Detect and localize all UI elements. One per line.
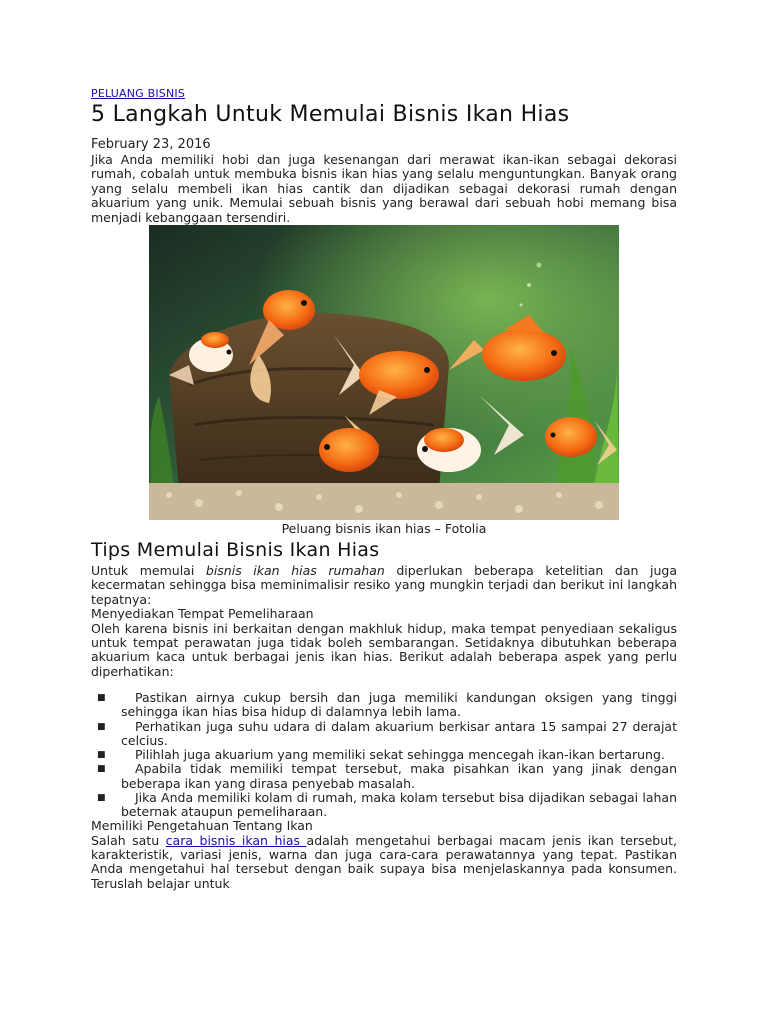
category-link[interactable]: PELUANG BISNIS bbox=[91, 87, 186, 100]
step1-heading: Menyediakan Tempat Pemeliharaan bbox=[91, 606, 314, 622]
list-item: ■ Pastikan airnya cukup bersih dan juga memiliki kandungan oksigen yang tinggi sehingga ikan hias bisa hidup di dalamnya lebih lama. bbox=[97, 690, 677, 720]
bullet-icon: ■ bbox=[97, 764, 106, 775]
bullet-icon: ■ bbox=[97, 750, 106, 761]
bullet-icon: ■ bbox=[97, 693, 106, 704]
list-item: ■ Jika Anda memiliki kolam di rumah, maka kolam tersebut bisa dijadikan sebagai lahan beternak ataupun pemeliharaan. bbox=[97, 789, 677, 819]
list-item: ■ Perhatikan juga suhu udara di dalam akuarium berkisar antara 15 sampai 27 derajat celcius. bbox=[97, 718, 677, 748]
article bbox=[91, 82, 677, 891]
image-caption: Peluang bisnis ikan hias – Fotolia bbox=[281, 521, 487, 537]
goldfish-aquarium-image bbox=[149, 225, 619, 520]
step2-heading: Memiliki Pengetahuan Tentang Ikan bbox=[91, 818, 313, 834]
article-title: 5 Langkah Untuk Memulai Bisnis Ikan Hias bbox=[91, 102, 570, 127]
publish-date: February 23, 2016 bbox=[91, 137, 211, 152]
tips-list bbox=[91, 691, 677, 819]
bullet-icon: ■ bbox=[97, 721, 106, 732]
aquarium-illustration bbox=[149, 225, 619, 520]
section-title: Tips Memulai Bisnis Ikan Hias bbox=[91, 539, 380, 562]
tips-intro: Untuk memulai bisnis ikan hias rumahan diperlukan beberapa ketelitian dan juga kecermatan sehingga bisa meminimalisir resiko yang mungkin terjadi dan berikut ini langkah tepatnya: bbox=[91, 563, 677, 607]
bullet-icon: ■ bbox=[97, 792, 106, 803]
step2-paragraph: Salah satu cara bisnis ikan hias adalah mengetahui berbagai macam jenis ikan tersebut, karakteristik, variasi jenis, warna dan juga cara-cara perawatannya yang tepat. Pastikan Anda mengetahui hal tersebut dengan baik supaya bisa menjelaskannya pada konsumen. Teruslah belajar untuk bbox=[91, 832, 677, 891]
list-item: ■ Apabila tidak memiliki tempat tersebut, maka pisahkan ikan yang jinak dengan beberapa ikan yang dirasa penyebab masalah. bbox=[97, 761, 677, 791]
step1-paragraph: Oleh karena bisnis ini berkaitan dengan makhluk hidup, maka tempat penyediaan sekaligus untuk tempat perawatan juga tidak boleh sembarangan. Setidaknya dibutuhkan beberapa akuarium kaca untuk berbagai jenis ikan hias. Berikut adalah beberapa aspek yang perlu diperhatikan: bbox=[91, 620, 677, 679]
list-item: ■ Pilihlah juga akuarium yang memiliki sekat sehingga mencegah ikan-ikan bertarung. bbox=[97, 747, 665, 763]
cara-bisnis-link[interactable]: cara bisnis ikan hias bbox=[165, 832, 307, 848]
intro-paragraph: Jika Anda memiliki hobi dan juga kesenangan dari merawat ikan-ikan sebagai dekorasi rumah, cobalah untuk membuka bisnis ikan hias yang selalu menguntungkan. Banyak orang yang selalu membeli ikan hias cantik dan dijadikan sebagai dekorasi rumah dengan akuarium yang unik. Memulai sebuah bisnis yang berawal dari sebuah hobi memang bisa menjadi kebanggaan tersendiri. bbox=[91, 152, 677, 225]
